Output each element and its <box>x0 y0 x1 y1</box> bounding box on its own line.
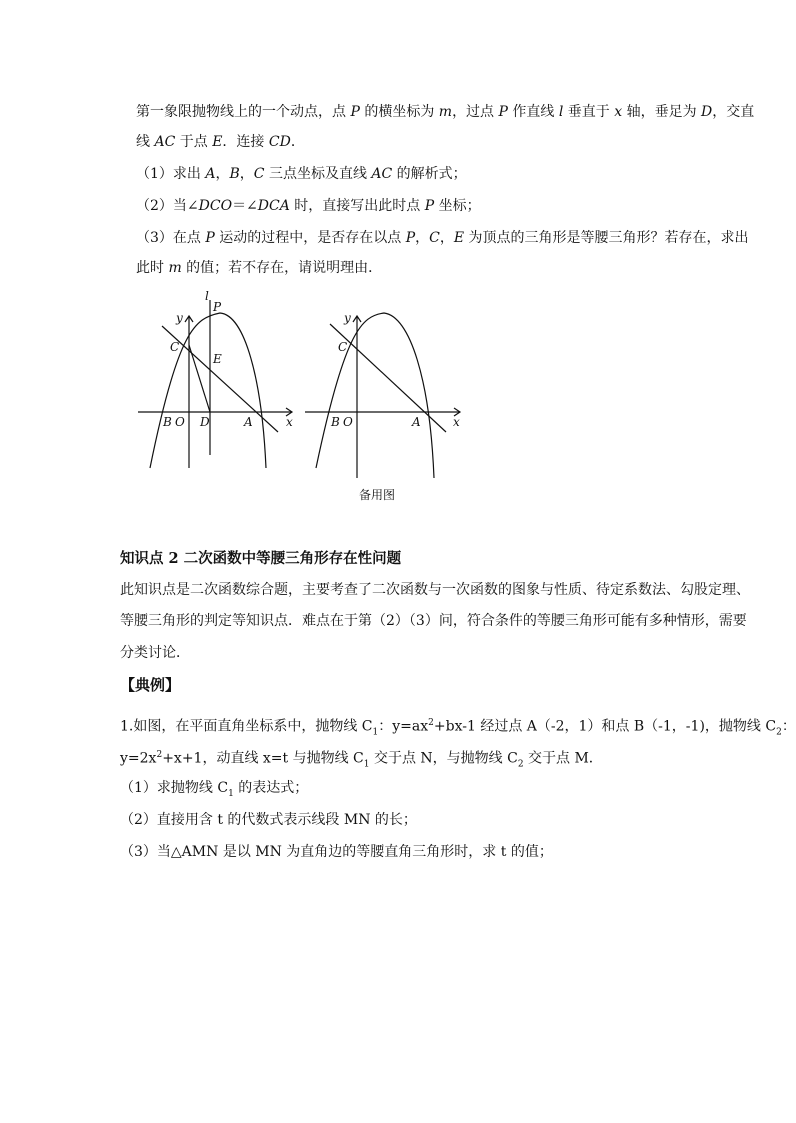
superscript: 2 <box>428 718 434 728</box>
text: 交于点 N，与抛物线 C <box>369 750 518 767</box>
var: m <box>168 260 182 276</box>
var: C <box>253 166 265 182</box>
var: x <box>614 104 623 120</box>
section-paragraph-line-2: 等腰三角形的判定等知识点．难点在于第（2）（3）问，符合条件的等腰三角形可能有多种情形，需要 <box>120 613 747 629</box>
text: 的值；若不存在，请说明理由． <box>181 260 383 276</box>
parabola <box>316 313 434 478</box>
var: DCA <box>257 198 290 214</box>
var: P <box>405 230 416 246</box>
var: CD <box>268 134 291 150</box>
label-x: x <box>286 415 293 429</box>
text: y=2x <box>120 750 157 767</box>
label-a: A <box>412 415 421 429</box>
var: P <box>498 104 508 120</box>
var: D <box>701 104 713 120</box>
label-y: y <box>176 311 183 325</box>
superscript: 2 <box>156 750 163 760</box>
text: 第一象限抛物线上的一个动点，点 <box>136 104 351 120</box>
text: +x+1，动直线 x=t 与抛物线 C <box>162 750 364 767</box>
text: ． <box>290 134 305 150</box>
text: ， <box>215 166 230 182</box>
example-line-2 <box>120 745 603 774</box>
var: P <box>205 230 215 246</box>
subscript: 1 <box>363 759 370 770</box>
example-question-2: （2）直接用含 t 的代数式表示线段 MN 的长； <box>120 812 417 828</box>
subscript: 2 <box>776 727 782 738</box>
label-e: E <box>213 352 222 366</box>
section-paragraph-line-1: 此知识点是二次函数综合题，主要考查了二次函数与一次函数的图象与性质、待定系数法、勾股定理、 <box>120 582 750 598</box>
text: ＝∠ <box>232 198 258 214</box>
subscript: 1 <box>372 727 379 738</box>
section-paragraph-line-3: 分类讨论． <box>120 645 190 661</box>
text: ， <box>415 230 430 246</box>
var: AC <box>154 134 176 150</box>
text: 交于点 M． <box>523 750 603 767</box>
text: 时，直接写出此时点 <box>289 198 425 214</box>
text: ：y=ax <box>378 718 429 735</box>
text: 轴，垂足为 <box>622 104 702 120</box>
text: ， <box>239 166 254 182</box>
figure-2-caption: 备用图 <box>359 488 396 502</box>
subscript: 2 <box>517 759 524 770</box>
var: E <box>453 230 465 246</box>
var: l <box>558 104 564 120</box>
var: P <box>424 198 435 214</box>
text: （1）求出 <box>136 166 206 182</box>
var: DCO <box>198 198 233 214</box>
example-question-1 <box>120 778 308 804</box>
text: 的解析式； <box>392 166 467 182</box>
var: AC <box>371 166 393 182</box>
subscript: 1 <box>228 788 234 799</box>
var: B <box>229 166 240 182</box>
text: 运动的过程中，是否存在以点 <box>214 230 406 246</box>
label-c: C <box>170 340 180 354</box>
text: ，交直 <box>712 104 755 120</box>
text: +bx-1 经过点 A（-2，1）和点 B（-1，-1)，抛物线 C <box>433 718 777 735</box>
example-line-1 <box>120 713 796 742</box>
text: 坐标； <box>434 198 481 214</box>
text: 为顶点的三角形是等腰三角形？若存在，求出 <box>464 230 749 246</box>
var: A <box>205 166 216 182</box>
text: （1）求抛物线 C <box>120 780 229 796</box>
label-a: A <box>244 415 253 429</box>
text: 线 <box>136 134 155 150</box>
label-x: x <box>453 415 460 429</box>
section-heading: 知识点 2 二次函数中等腰三角形存在性问题 <box>120 550 402 567</box>
label-y: y <box>344 311 351 325</box>
text: 垂直于 <box>563 104 615 120</box>
label-o: O <box>343 415 353 429</box>
label-o: O <box>175 415 185 429</box>
text: ： <box>781 718 796 735</box>
var: E <box>212 134 223 150</box>
var: m <box>438 104 453 120</box>
text: 于点 <box>175 134 213 150</box>
example-question-3: （3）当△AMN 是以 MN 为直角边的等腰直角三角形时，求 t 的值； <box>120 844 553 860</box>
var: P <box>350 104 360 120</box>
label-b: B <box>163 415 172 429</box>
label-c: C <box>338 340 348 354</box>
label-l: l <box>205 289 209 303</box>
label-d: D <box>200 415 210 429</box>
text: （3）在点 <box>136 230 206 246</box>
text: ．连接 <box>222 134 269 150</box>
example-title: 【典例】 <box>120 676 181 694</box>
text: 作直线 <box>507 104 559 120</box>
text: 三点坐标及直线 <box>264 166 372 182</box>
text: ， <box>439 230 454 246</box>
text: 的表达式； <box>233 780 309 796</box>
var: C <box>429 230 440 246</box>
text: 此时 <box>136 260 169 276</box>
text: （2）当∠ <box>136 198 199 214</box>
label-p: P <box>213 300 222 314</box>
text: ，过点 <box>452 104 499 120</box>
label-b: B <box>331 415 340 429</box>
text: 1.如图，在平面直角坐标系中，抛物线 C <box>120 718 373 735</box>
text: 的横坐标为 <box>359 104 439 120</box>
